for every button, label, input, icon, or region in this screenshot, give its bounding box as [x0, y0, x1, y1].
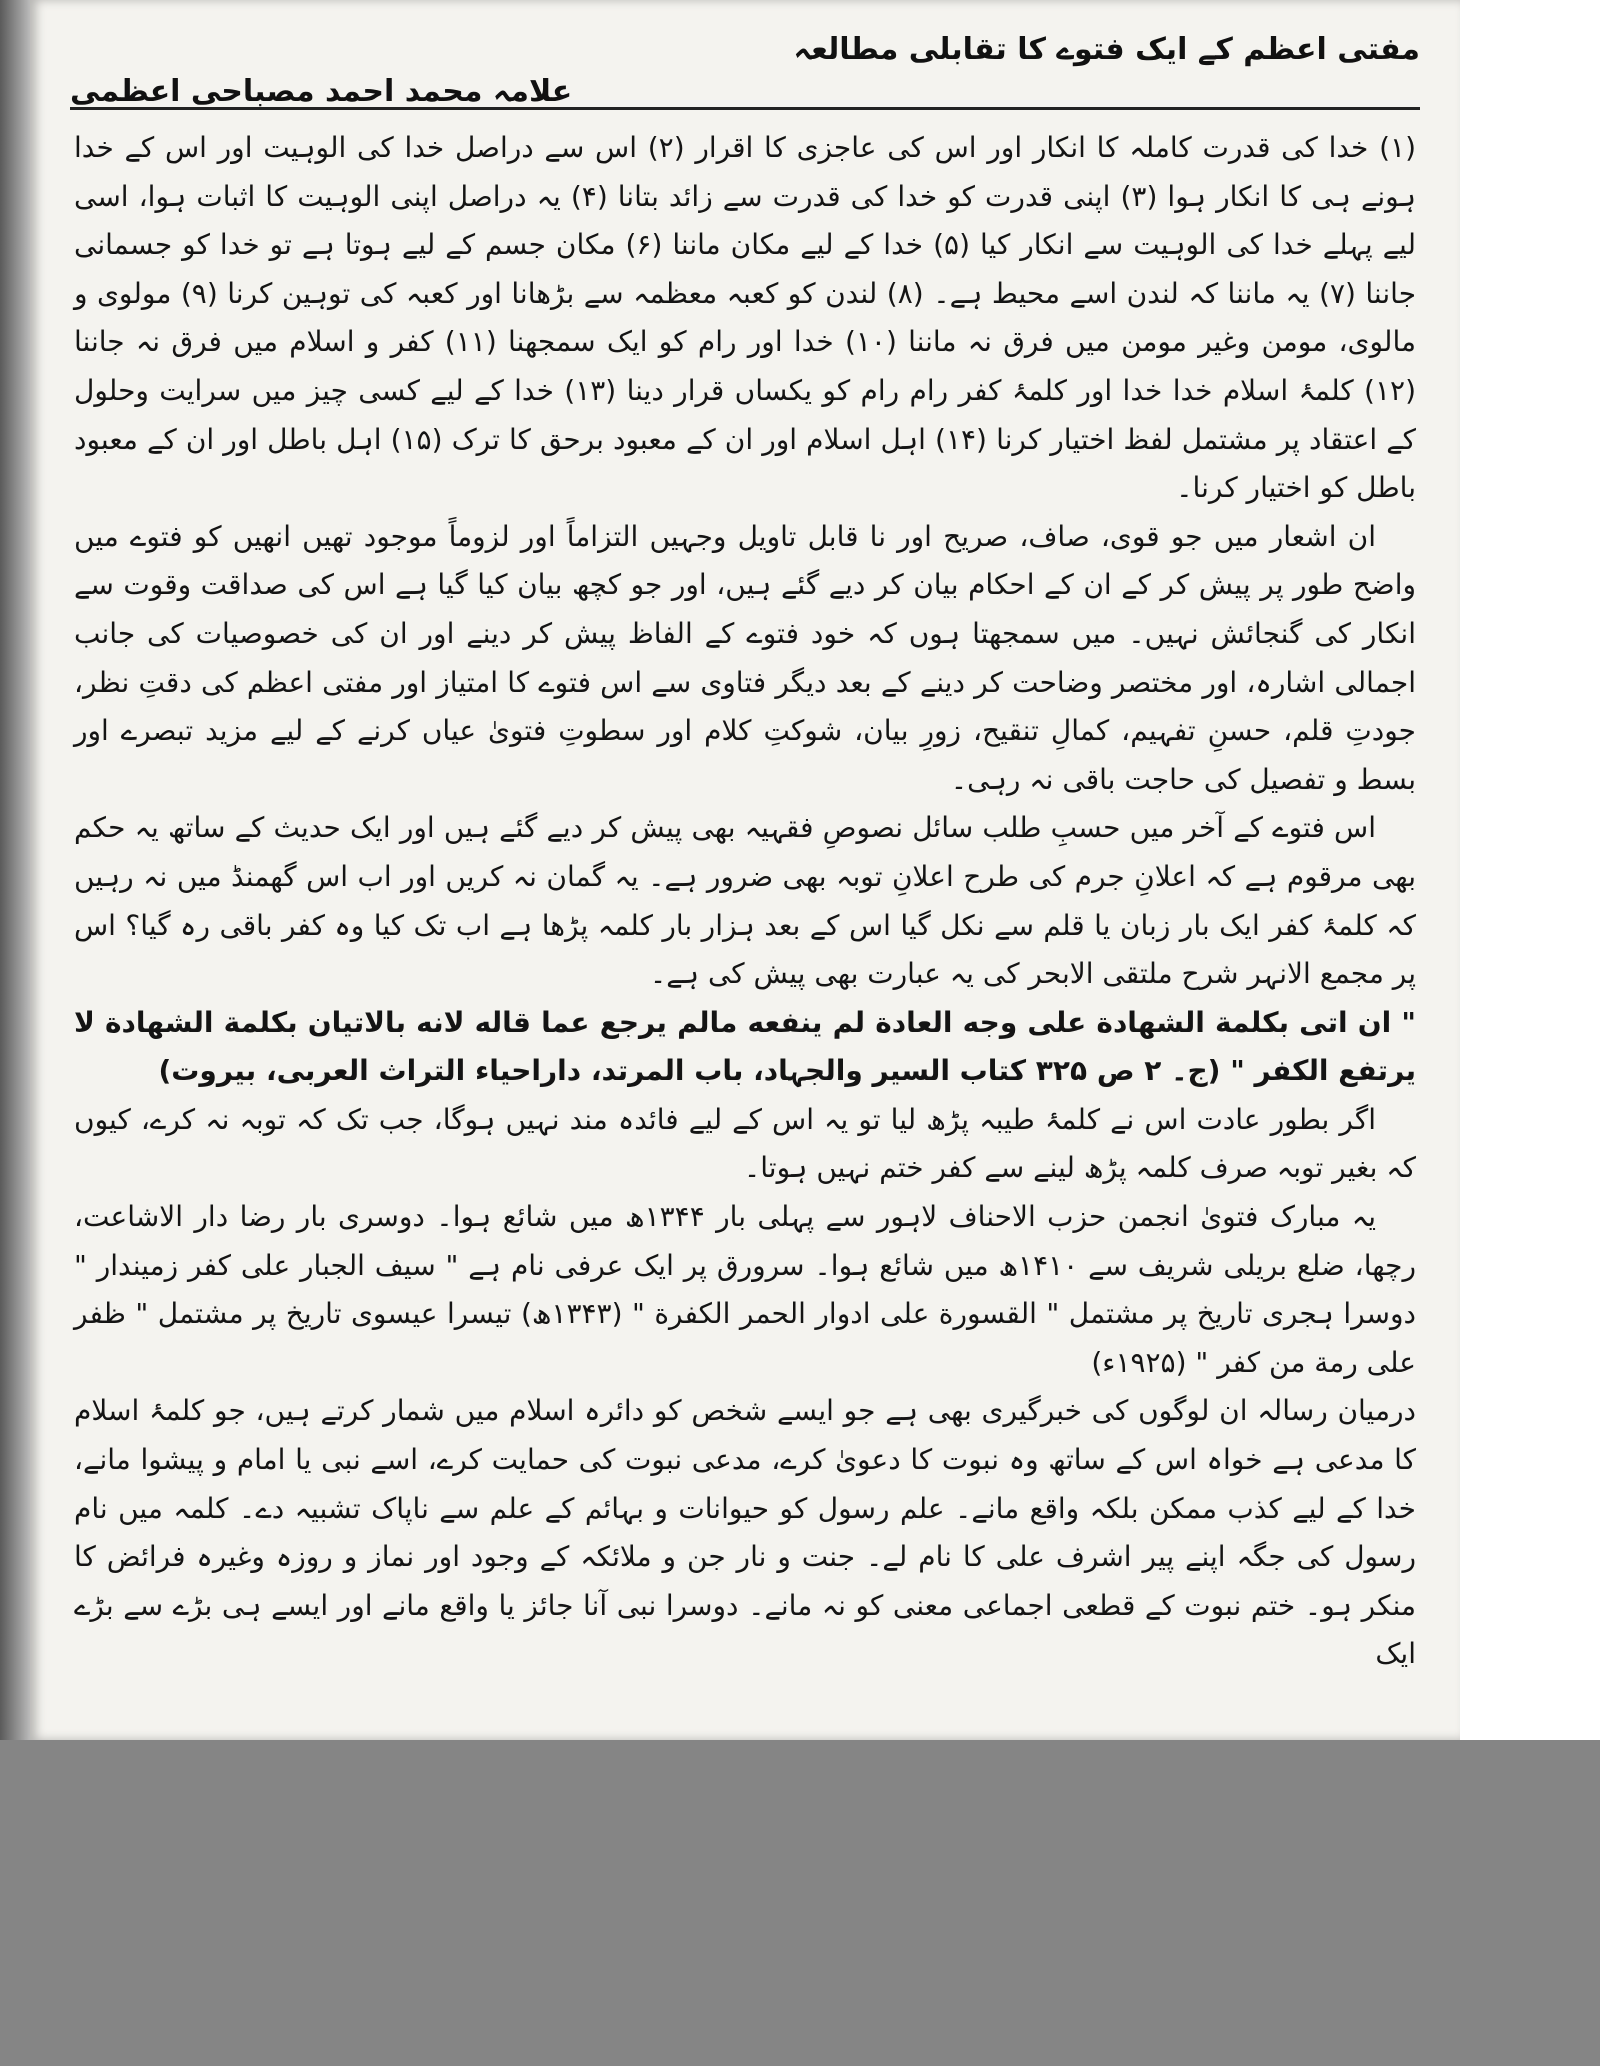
paragraph-repentance: اس فتوے کے آخر میں حسبِ طلب سائل نصوصِ فقہیہ بھی پیش کر دیے گئے ہیں اور ایک حدیث کے ساتھ یہ حکم بھی مرقوم ہے کہ اعلانِ جرم کی طرح اعلانِ توبہ بھی ضرور ہے۔ یہ گمان نہ کریں اور اب اس گھمنڈ میں نہ رہیں کہ کلمۂ کفر ایک بار زبان یا قلم سے نکل گیا اس کے بعد ہزار بار کلمہ پڑھا ہے اب تک کیا وہ کفر باقی رہ گیا؟ اس پر مجمع الانہر شرح ملتقی الابحر کی یہ عبارت بھی پیش کی ہے۔ [74, 811, 1416, 991]
scan-bottom-area [0, 1740, 1600, 2066]
page-header [70, 26, 1420, 110]
arabic-quotation: " ان اتی بکلمة الشهادة علی وجه العادة لم ینفعه مالم یرجع عما قاله لانه بالاتیان بکلمة الشهادة لا یرتفع الکفر " (ج۔ ۲ ص ۳۲۵ کتاب السیر والجہاد، باب المرتد، داراحیاء التراث العربی، بیروت) [74, 1005, 1416, 1088]
running-title: مفتی اعظم کے ایک فتوے کا تقابلی مطالعہ [793, 32, 1420, 67]
scan-left-edge-shadow [0, 0, 34, 1740]
paragraph-publication-info: یہ مبارک فتویٰ انجمن حزب الاحناف لاہور سے پہلی بار ۱۳۴۴ھ میں شائع ہوا۔ دوسری بار رضا دار الاشاعت، رچھا، ضلع بریلی شریف سے ۱۴۱۰ھ میں شائع ہوا۔ سرورق پر ایک عرفی نام ہے " سیف الجبار علی کفر زمیندار " دوسرا ہجری تاریخ پر مشتمل " القسورة علی ادوار الحمر الکفرة " (۱۳۴۳ھ) تیسرا عیسوی تاریخ پر مشتمل " ظفر علی رمة من کفر " (۱۹۲۵ء) [74, 1200, 1417, 1379]
header-rule [70, 107, 1420, 110]
paragraph-fatwa-analysis: ان اشعار میں جو قوی، صاف، صریح اور نا قابل تاویل وجہیں التزاماً اور لزوماً موجود تھیں انھیں کو فتوے میں واضح طور پر پیش کر کے ان کے احکام بیان کر دیے گئے ہیں، اور جو کچھ بیان کیا گیا ہے اس کی صداقت وقوت سے انکار کی گنجائش نہیں۔ میں سمجھتا ہوں کہ خود فتوے کے الفاظ پیش کر دینے اور ان کی خصوصیات کی جانب اجمالی اشارہ، اور مختصر وضاحت کر دینے کے بعد دیگر فتاوی سے اس فتوے کا امتیاز اور مفتی اعظم کی دقتِ نظر، جودتِ قلم، حسنِ تفہیم، کمالِ تنقیح، زورِ بیان، شوکتِ کلام اور سطوتِ فتویٰ عیاں کرنے کے لیے مزید تبصرے اور بسط و تفصیل کی حاجت باقی نہ رہی۔ [74, 519, 1416, 796]
author-name: علامہ محمد احمد مصباحی اعظمی [70, 74, 573, 109]
paragraph-enumerated-reasons: (۱) خدا کی قدرت کاملہ کا انکار اور اس کی عاجزی کا اقرار (۲) اس سے دراصل خدا کی الوہیت اور اس کے خدا ہونے ہی کا انکار ہوا (۳) اپنی قدرت کو خدا کی قدرت سے زائد بتانا (۴) یہ دراصل اپنی الوہیت کا اثبات ہوا، اسی لیے پہلے خدا کی الوہیت سے انکار کیا (۵) خدا کے لیے مکان ماننا (۶) مکان جسم کے لیے ہوتا ہے تو خدا کو جسمانی جاننا (۷) یہ ماننا کہ لندن اسے محیط ہے۔ (۸) لندن کو کعبہ معظمہ سے بڑھانا اور کعبہ کی توہین کرنا (۹) مولوی و مالوی، مومن وغیر مومن میں فرق نہ ماننا (۱۰) خدا اور رام کو ایک سمجھنا (۱۱) کفر و اسلام میں فرق نہ جاننا (۱۲) کلمۂ اسلام خدا خدا اور کلمۂ کفر رام رام کو یکساں قرار دینا (۱۳) خدا کے لیے کسی چیز میں سرایت وحلول کے اعتقاد پر مشتمل لفظ اختیار کرنا (۱۴) اہل اسلام اور ان کے معبود برحق کا ترک (۱۵) اہل باطل اور ان کے معبود باطل کو اختیار کرنا۔ [74, 131, 1417, 505]
book-page [30, 0, 1460, 1740]
scan-right-margin [1460, 0, 1600, 1740]
page-body [74, 124, 1416, 1679]
paragraph-rebuttal: درمیان رسالہ ان لوگوں کی خبرگیری بھی ہے جو ایسے شخص کو دائرہ اسلام میں شمار کرتے ہیں، جو کلمۂ اسلام کا مدعی ہے خواہ اس کے ساتھ وہ نبوت کا دعویٰ کرے، مدعی نبوت کی حمایت کرے، اسے نبی یا امام و پیشوا مانے، خدا کے لیے کذب ممکن بلکہ واقع مانے۔ علم رسول کو حیوانات و بہائم کے علم سے ناپاک تشبیہ دے۔ کلمہ میں نام رسول کی جگہ اپنے پیر اشرف علی کا نام لے۔ جنت و نار جن و ملائکہ کے وجود اور نماز و روزہ وغیرہ فرائض کا منکر ہو۔ ختم نبوت کے قطعی اجماعی معنی کو نہ مانے۔ دوسرا نبی آنا جائز یا واقع مانے اور ایسے ہی بڑے سے بڑے ایک [74, 1394, 1416, 1671]
paragraph-translation: اگر بطور عادت اس نے کلمۂ طیبہ پڑھ لیا تو یہ اس کے لیے فائدہ مند نہیں ہوگا، جب تک کہ توبہ نہ کرے، کیوں کہ بغیر توبہ صرف کلمہ پڑھ لینے سے کفر ختم نہیں ہوتا۔ [74, 1102, 1416, 1185]
